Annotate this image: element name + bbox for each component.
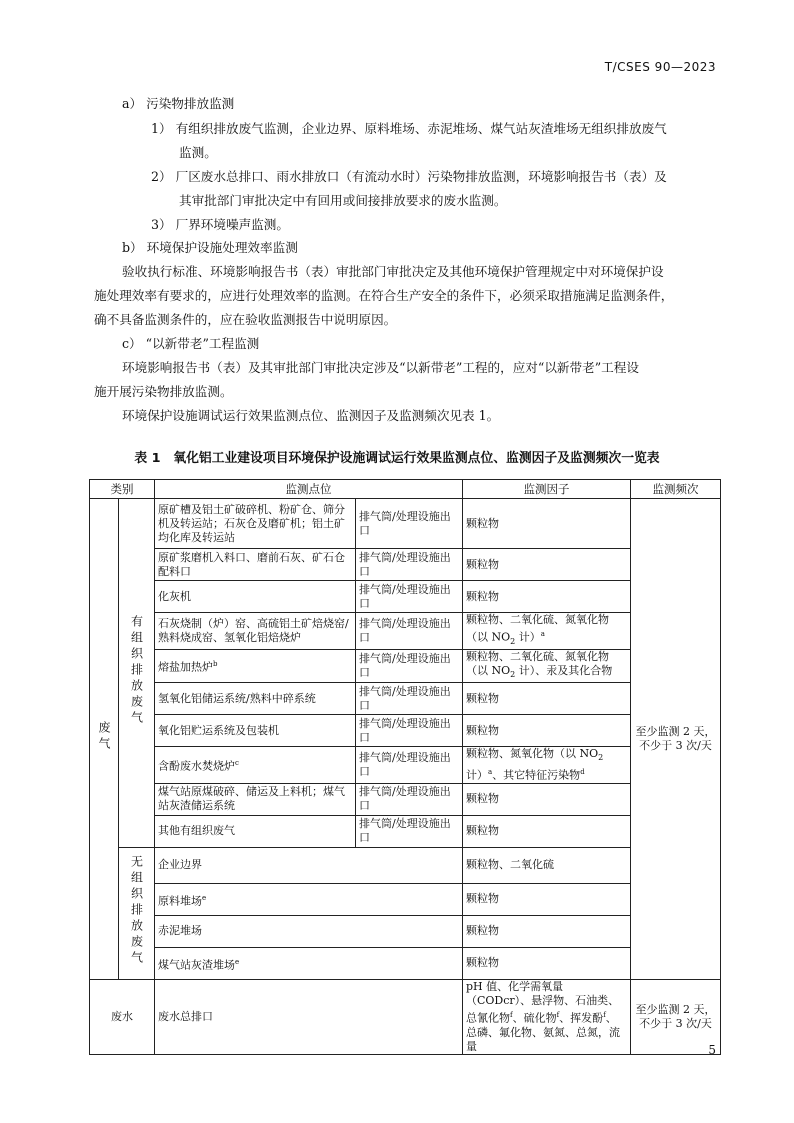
factor-cell: 颗粒物	[463, 915, 631, 947]
table-row	[90, 715, 721, 747]
item-a3: 3） 厂界环境噪声监测。	[151, 217, 289, 232]
header-category: 类别	[90, 480, 155, 499]
subcategory-unorganized: 无组织排放废气	[119, 847, 155, 979]
factor-cell: 颗粒物	[463, 947, 631, 979]
monitoring-table	[89, 479, 721, 1055]
outlet-cell: 排气筒/处理设施出口	[356, 815, 463, 847]
standard-number: T/CSES 90—2023	[604, 60, 716, 74]
factor-cell: 颗粒物、氮氧化物（以 $NO_2$ 计）$^a$、其它特征污染物$^d$	[463, 747, 631, 784]
table-header-row	[90, 480, 721, 499]
point-cell: 企业边界	[155, 847, 463, 883]
table-row	[90, 747, 721, 784]
outlet-cell: 排气筒/处理设施出口	[356, 747, 463, 784]
factor-cell: 颗粒物	[463, 783, 631, 815]
outlet-cell: 排气筒/处理设施出口	[356, 581, 463, 613]
point-cell: 氢氧化铝储运系统/熟料中碎系统	[155, 683, 356, 715]
point-cell: 赤泥堆场	[155, 915, 463, 947]
outlet-cell: 排气筒/处理设施出口	[356, 613, 463, 650]
point-cell: 其他有组织废气	[155, 815, 356, 847]
header-factor: 监测因子	[463, 480, 631, 499]
item-a2-line1: 2） 厂区废水总排口、雨水排放口（有流动水时）污染物排放监测，环境影响报告书（表）及	[151, 169, 667, 184]
table-row	[90, 649, 721, 682]
table-row-waste-water	[90, 979, 721, 1054]
table-row	[90, 613, 721, 650]
point-cell: 化灰机	[155, 581, 356, 613]
water-frequency-cell: 至少监测 2 天，不少于 3 次/天	[631, 979, 721, 1054]
table-row	[90, 499, 721, 549]
factor-cell: pH 值、化学需氧量（CODcr）、悬浮物、石油类、总氰化物$^f$、硫化物$^f$、挥发酚$^f$、总磷、氟化物、氨氮、总氮，流量	[463, 979, 631, 1054]
table-caption: 表 1 氧化铝工业建设项目环境保护设施调试运行效果监测点位、监测因子及监测频次一览表	[134, 451, 660, 466]
subcategory-organized: 有组织排放废气	[119, 499, 155, 848]
factor-cell: 颗粒物	[463, 549, 631, 581]
table-reference-paragraph: 环境保护设施调试运行效果监测点位、监测因子及监测频次见表 1。	[122, 408, 500, 423]
outlet-cell: 排气筒/处理设施出口	[356, 549, 463, 581]
factor-cell: 颗粒物、二氧化硫、氮氧化物（以 $NO_2$ 计）$^a$	[463, 613, 631, 650]
section-b-paragraph-line1: 验收执行标准、环境影响报告书（表）审批部门审批决定及其他环境保护管理规定中对环境保护设	[122, 264, 664, 279]
header-frequency: 监测频次	[631, 480, 721, 499]
factor-cell: 颗粒物	[463, 883, 631, 915]
factor-cell: 颗粒物、二氧化硫	[463, 847, 631, 883]
factor-cell: 颗粒物、二氧化硫、氮氧化物（以 $NO_2$ 计）、汞及其化合物	[463, 649, 631, 682]
factor-cell: 颗粒物	[463, 499, 631, 549]
table-row	[90, 783, 721, 815]
point-cell: 煤气站灰渣堆场$^e$	[155, 947, 463, 979]
factor-cell: 颗粒物	[463, 815, 631, 847]
section-c-paragraph-line1: 环境影响报告书（表）及其审批部门审批决定涉及“以新带老”工程的，应对“以新带老”工程设	[122, 360, 639, 375]
point-cell: 石灰烧制（炉）窑、高硫铝土矿焙烧窑/熟料烧成窑、氢氧化铝焙烧炉	[155, 613, 356, 650]
section-c-paragraph-line2: 施开展污染物排放监测。	[94, 384, 233, 399]
table-row	[90, 915, 721, 947]
category-waste-gas: 废气	[90, 499, 119, 980]
section-c-title: c） “以新带老”工程监测	[122, 336, 260, 351]
point-cell: 废水总排口	[155, 979, 463, 1054]
table-row	[90, 815, 721, 847]
factor-cell: 颗粒物	[463, 715, 631, 747]
point-cell: 原料堆场$^e$	[155, 883, 463, 915]
section-b-paragraph-line3: 确不具备监测条件的，应在验收监测报告中说明原因。	[94, 312, 397, 327]
table-row	[90, 883, 721, 915]
table-row	[90, 581, 721, 613]
section-a-title: a） 污染物排放监测	[122, 96, 235, 111]
section-b-paragraph-line2: 施处理效率有要求的，应进行处理效率的监测。在符合生产安全的条件下，必须采取措施满足监测条件，	[94, 288, 674, 303]
factor-cell: 颗粒物	[463, 683, 631, 715]
point-cell: 含酚废水焚烧炉$^c$	[155, 747, 356, 784]
section-b-title: b） 环境保护设施处理效率监测	[122, 240, 298, 255]
item-a1-line1: 1） 有组织排放废气监测，企业边界、原料堆场、赤泥堆场、煤气站灰渣堆场无组织排放废气	[151, 121, 667, 136]
table-row	[90, 847, 721, 883]
point-cell: 原矿浆磨机入料口、磨前石灰、矿石仓配料口	[155, 549, 356, 581]
category-waste-water: 废水	[90, 979, 155, 1054]
item-a2-line2: 其审批部门审批决定中有回用或间接排放要求的废水监测。	[179, 193, 507, 208]
page-number: 5	[708, 1043, 716, 1057]
point-cell: 氧化铝贮运系统及包装机	[155, 715, 356, 747]
table-row	[90, 947, 721, 979]
factor-cell: 颗粒物	[463, 581, 631, 613]
point-cell: 原矿槽及铝土矿破碎机、粉矿仓、筛分机及转运站；石灰仓及磨矿机；铝土矿均化库及转运站	[155, 499, 356, 549]
outlet-cell: 排气筒/处理设施出口	[356, 649, 463, 682]
table-row	[90, 683, 721, 715]
table-row	[90, 549, 721, 581]
outlet-cell: 排气筒/处理设施出口	[356, 683, 463, 715]
point-cell: 煤气站原煤破碎、储运及上料机；煤气站灰渣储运系统	[155, 783, 356, 815]
item-a1-line2: 监测。	[179, 145, 217, 160]
header-point: 监测点位	[155, 480, 463, 499]
outlet-cell: 排气筒/处理设施出口	[356, 715, 463, 747]
outlet-cell: 排气筒/处理设施出口	[356, 783, 463, 815]
point-cell: 熔盐加热炉$^b$	[155, 649, 356, 682]
outlet-cell: 排气筒/处理设施出口	[356, 499, 463, 549]
gas-frequency-cell: 至少监测 2 天，不少于 3 次/天	[631, 499, 721, 980]
